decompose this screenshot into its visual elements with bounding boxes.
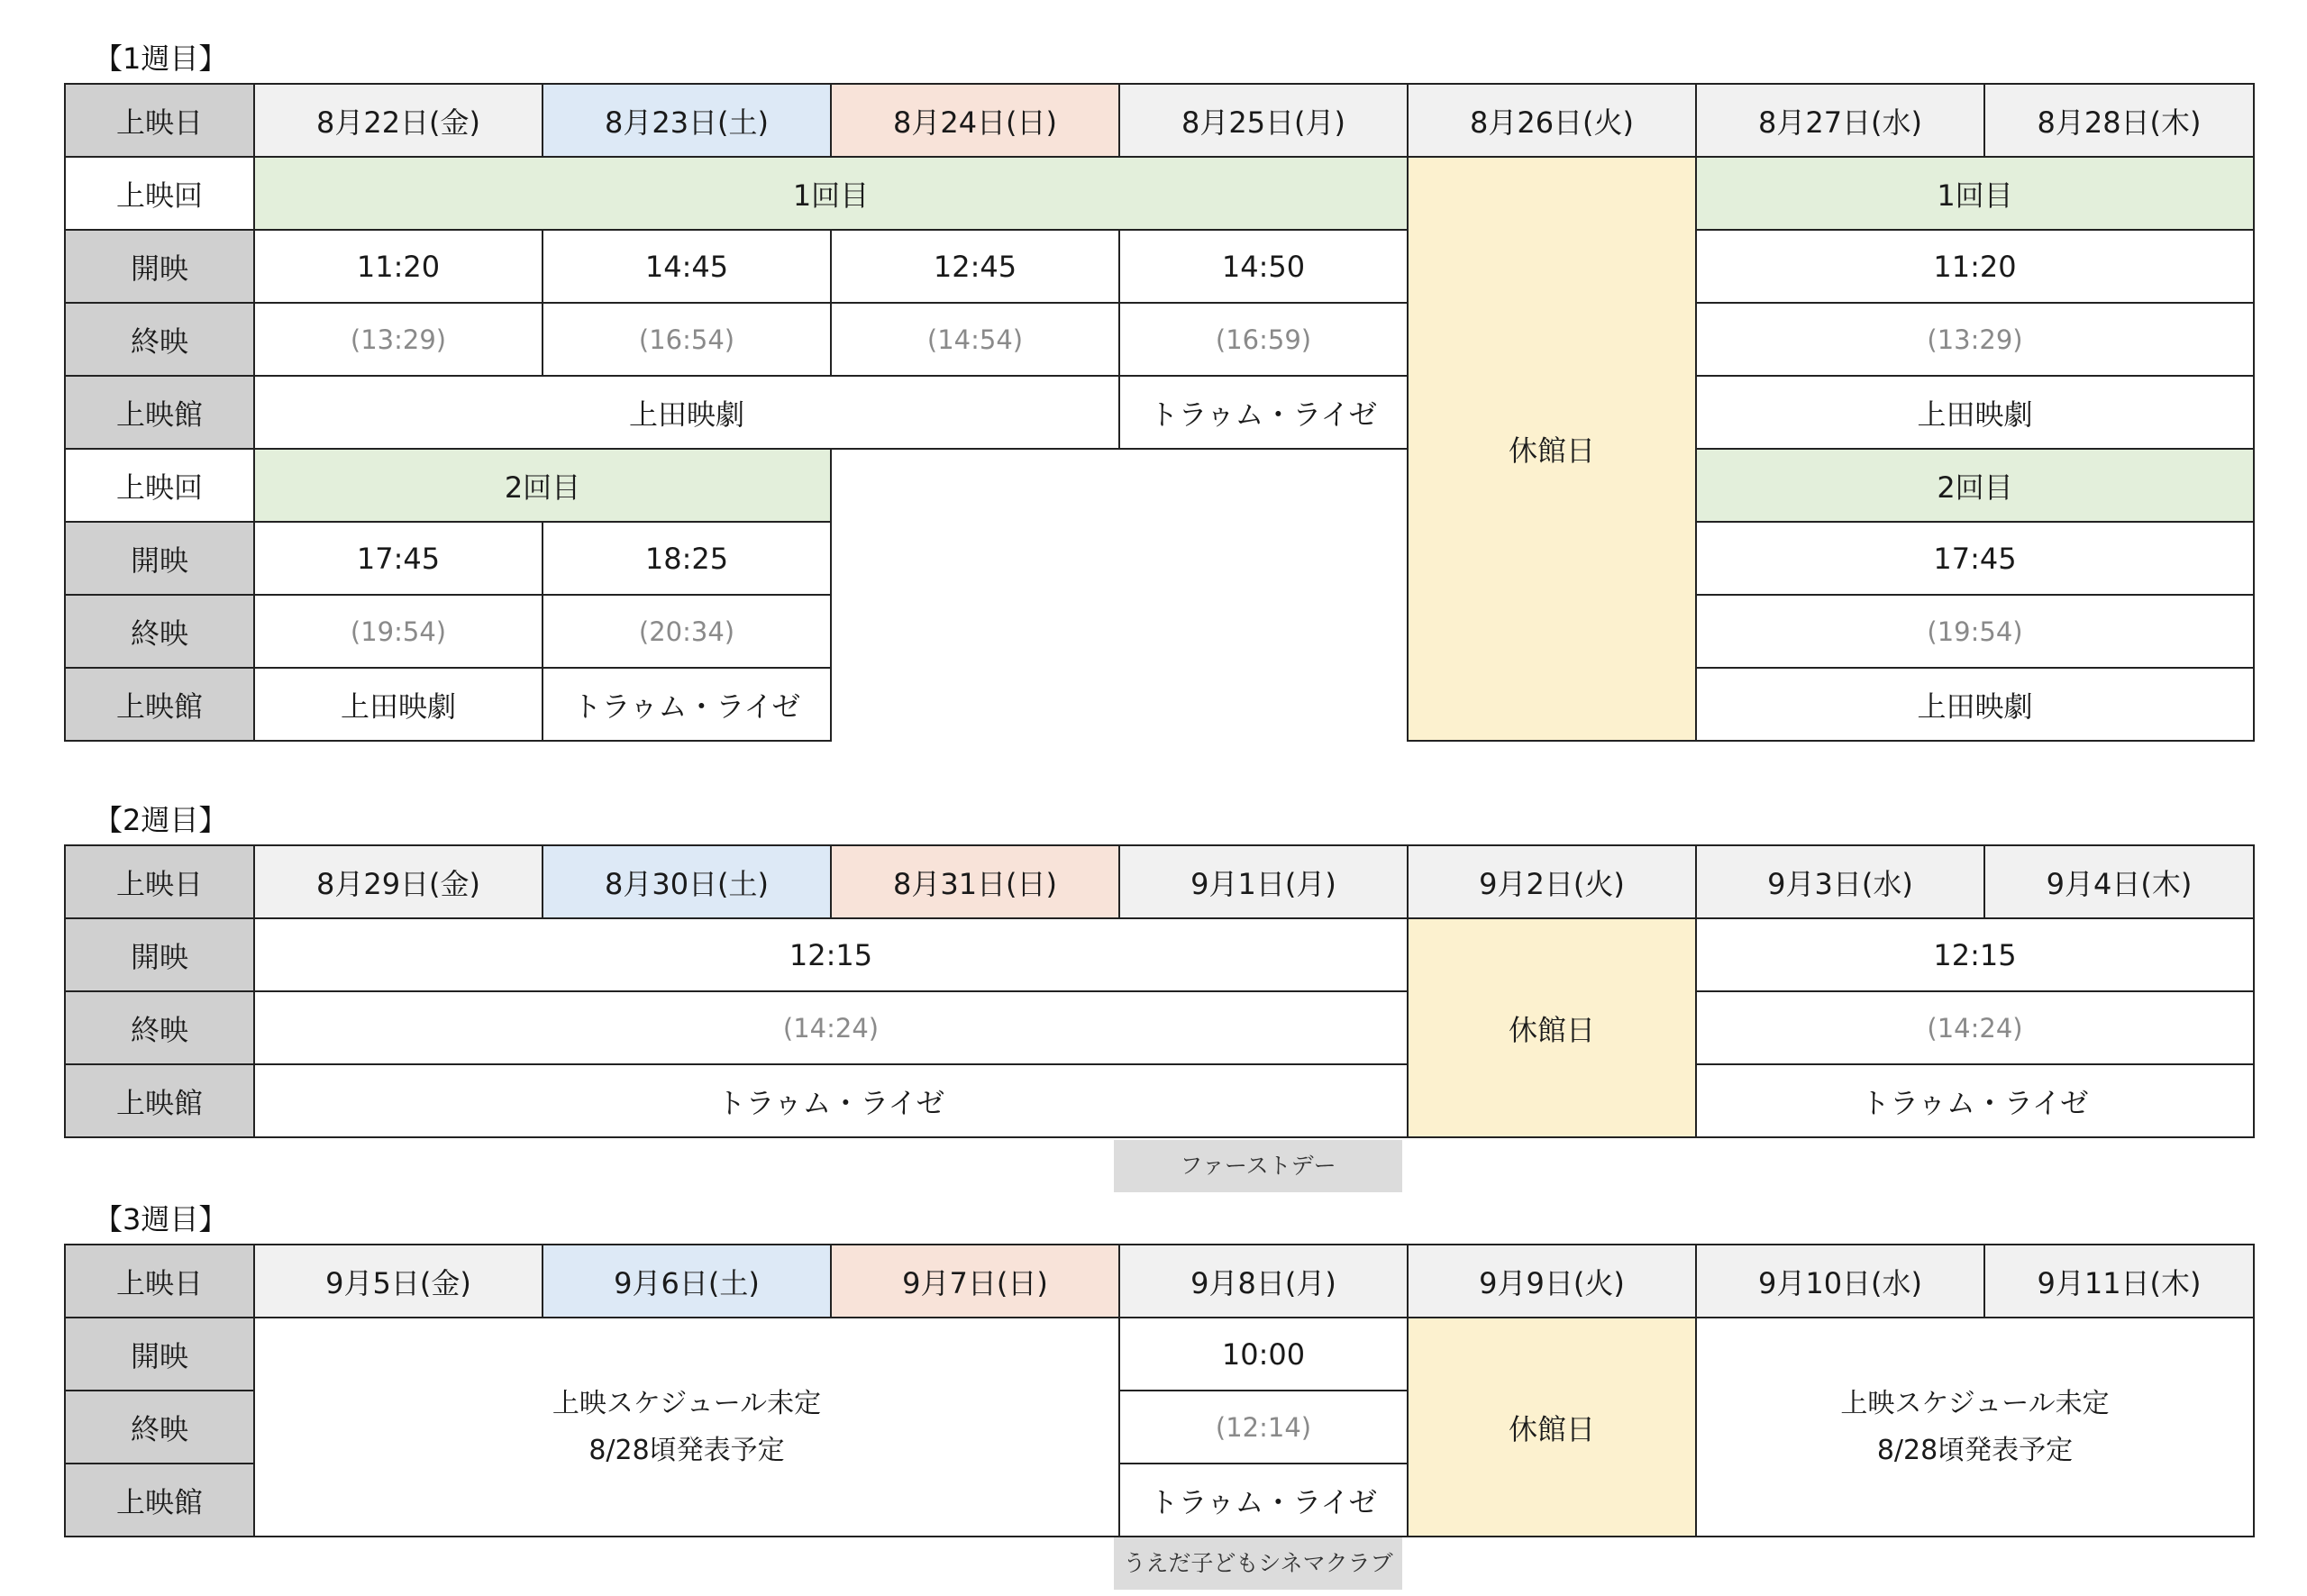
venue-cell: トラゥム・ライゼ	[1119, 1464, 1408, 1537]
start-time-right: 12:15	[1696, 918, 2254, 991]
week2-schedule-table	[64, 844, 2255, 1138]
start-time: 11:20	[254, 230, 543, 303]
date-label: 上映日	[65, 84, 254, 157]
day-header: 9月8日(月)	[1119, 1245, 1408, 1318]
week3-date-row	[65, 1245, 2254, 1318]
end-time-right: (13:29)	[1696, 303, 2254, 376]
day-header: 8月25日(月)	[1119, 84, 1408, 157]
start-time: 14:50	[1119, 230, 1408, 303]
week1-title: 【1週目】	[94, 41, 228, 76]
week1-venue1-row	[65, 376, 2254, 449]
day-header: 9月1日(月)	[1119, 845, 1408, 918]
end-time: (13:29)	[254, 303, 543, 376]
closed-day-cell: 休館日	[1408, 157, 1696, 741]
day-header-saturday: 8月23日(土)	[543, 84, 831, 157]
empty-area	[831, 522, 1408, 595]
venue-label: 上映館	[65, 1064, 254, 1137]
kids-cinema-club-tag: うえだ子どもシネマクラブ	[1114, 1537, 1402, 1590]
week2-venue-row	[65, 1064, 2254, 1137]
week3-title: 【3週目】	[94, 1202, 228, 1236]
round-label: 上映回	[65, 157, 254, 230]
day-header: 8月28日(木)	[1984, 84, 2254, 157]
venue-cell: トラゥム・ライゼ	[1119, 376, 1408, 449]
date-label: 上映日	[65, 845, 254, 918]
start-time: 10:00	[1119, 1318, 1408, 1391]
closed-day-cell: 休館日	[1408, 1318, 1696, 1537]
day-header: 9月10日(水)	[1696, 1245, 1984, 1318]
day-header-sunday: 9月7日(日)	[831, 1245, 1119, 1318]
round1-header: 1回目	[254, 157, 1408, 230]
week2-end-row	[65, 991, 2254, 1064]
venue-cell: トラゥム・ライゼ	[254, 1064, 1408, 1137]
day-header: 9月4日(木)	[1984, 845, 2254, 918]
day-header: 9月11日(木)	[1984, 1245, 2254, 1318]
week1-round2-row	[65, 449, 2254, 522]
day-header-sunday: 8月24日(日)	[831, 84, 1119, 157]
venue-cell-right: 上田映劇	[1696, 376, 2254, 449]
end-time: (12:14)	[1119, 1391, 1408, 1464]
day-header: 8月29日(金)	[254, 845, 543, 918]
announcement-line: 8/28頃発表予定	[1876, 1434, 2074, 1466]
day-header-saturday: 9月6日(土)	[543, 1245, 831, 1318]
day-header: 9月3日(水)	[1696, 845, 1984, 918]
start-label: 開映	[65, 918, 254, 991]
start-time-right: 11:20	[1696, 230, 2254, 303]
round2-header: 2回目	[254, 449, 831, 522]
day-header-saturday: 8月30日(土)	[543, 845, 831, 918]
day-header: 9月9日(火)	[1408, 1245, 1696, 1318]
empty-area	[831, 449, 1408, 522]
week3-start-row	[65, 1318, 2254, 1391]
venue-label: 上映館	[65, 1464, 254, 1537]
week1-schedule-table	[64, 83, 2255, 742]
end-time: (16:54)	[543, 303, 831, 376]
week1-round1-row	[65, 157, 2254, 230]
end-time: (14:24)	[254, 991, 1408, 1064]
start-label: 開映	[65, 1318, 254, 1391]
closed-day-cell: 休館日	[1408, 918, 1696, 1137]
week1-start2-row	[65, 522, 2254, 595]
venue-cell: トラゥム・ライゼ	[543, 668, 831, 741]
venue-cell: 上田映劇	[254, 668, 543, 741]
week1-date-row	[65, 84, 2254, 157]
day-header: 9月5日(金)	[254, 1245, 543, 1318]
undecided-line: 上映スケジュール未定	[1840, 1387, 2110, 1419]
venue-label: 上映館	[65, 376, 254, 449]
undecided-line: 上映スケジュール未定	[552, 1387, 822, 1419]
first-day-tag: ファーストデー	[1114, 1140, 1402, 1192]
venue-cell-right: トラゥム・ライゼ	[1696, 1064, 2254, 1137]
end-label: 終映	[65, 991, 254, 1064]
week1-end2-row	[65, 595, 2254, 668]
day-header: 8月22日(金)	[254, 84, 543, 157]
day-header: 8月27日(水)	[1696, 84, 1984, 157]
day-header: 8月26日(火)	[1408, 84, 1696, 157]
start-label: 開映	[65, 230, 254, 303]
end-time: (16:59)	[1119, 303, 1408, 376]
date-label: 上映日	[65, 1245, 254, 1318]
start-label: 開映	[65, 522, 254, 595]
venue-label: 上映館	[65, 668, 254, 741]
end-label: 終映	[65, 1391, 254, 1464]
empty-area	[831, 668, 1408, 741]
start-time: 12:15	[254, 918, 1408, 991]
empty-area	[831, 595, 1408, 668]
schedule-undecided-note	[254, 1318, 1119, 1537]
week1-end1-row	[65, 303, 2254, 376]
week1-venue2-row	[65, 668, 2254, 741]
start-time: 12:45	[831, 230, 1119, 303]
end-time-right: (19:54)	[1696, 595, 2254, 668]
start-time: 18:25	[543, 522, 831, 595]
end-time-right: (14:24)	[1696, 991, 2254, 1064]
round2-header-right: 2回目	[1696, 449, 2254, 522]
venue-cell: 上田映劇	[254, 376, 1119, 449]
week3-schedule-table	[64, 1244, 2255, 1537]
schedule-undecided-note-right	[1696, 1318, 2254, 1537]
end-label: 終映	[65, 595, 254, 668]
week2-date-row	[65, 845, 2254, 918]
day-header-sunday: 8月31日(日)	[831, 845, 1119, 918]
end-time: (20:34)	[543, 595, 831, 668]
week2-start-row	[65, 918, 2254, 991]
week2-title: 【2週目】	[94, 803, 228, 837]
end-time: (14:54)	[831, 303, 1119, 376]
start-time: 14:45	[543, 230, 831, 303]
venue-cell-right: 上田映劇	[1696, 668, 2254, 741]
end-time: (19:54)	[254, 595, 543, 668]
end-label: 終映	[65, 303, 254, 376]
start-time: 17:45	[254, 522, 543, 595]
round1-header-right: 1回目	[1696, 157, 2254, 230]
week1-start1-row	[65, 230, 2254, 303]
round-label: 上映回	[65, 449, 254, 522]
start-time-right: 17:45	[1696, 522, 2254, 595]
announcement-line: 8/28頃発表予定	[588, 1434, 785, 1466]
day-header: 9月2日(火)	[1408, 845, 1696, 918]
